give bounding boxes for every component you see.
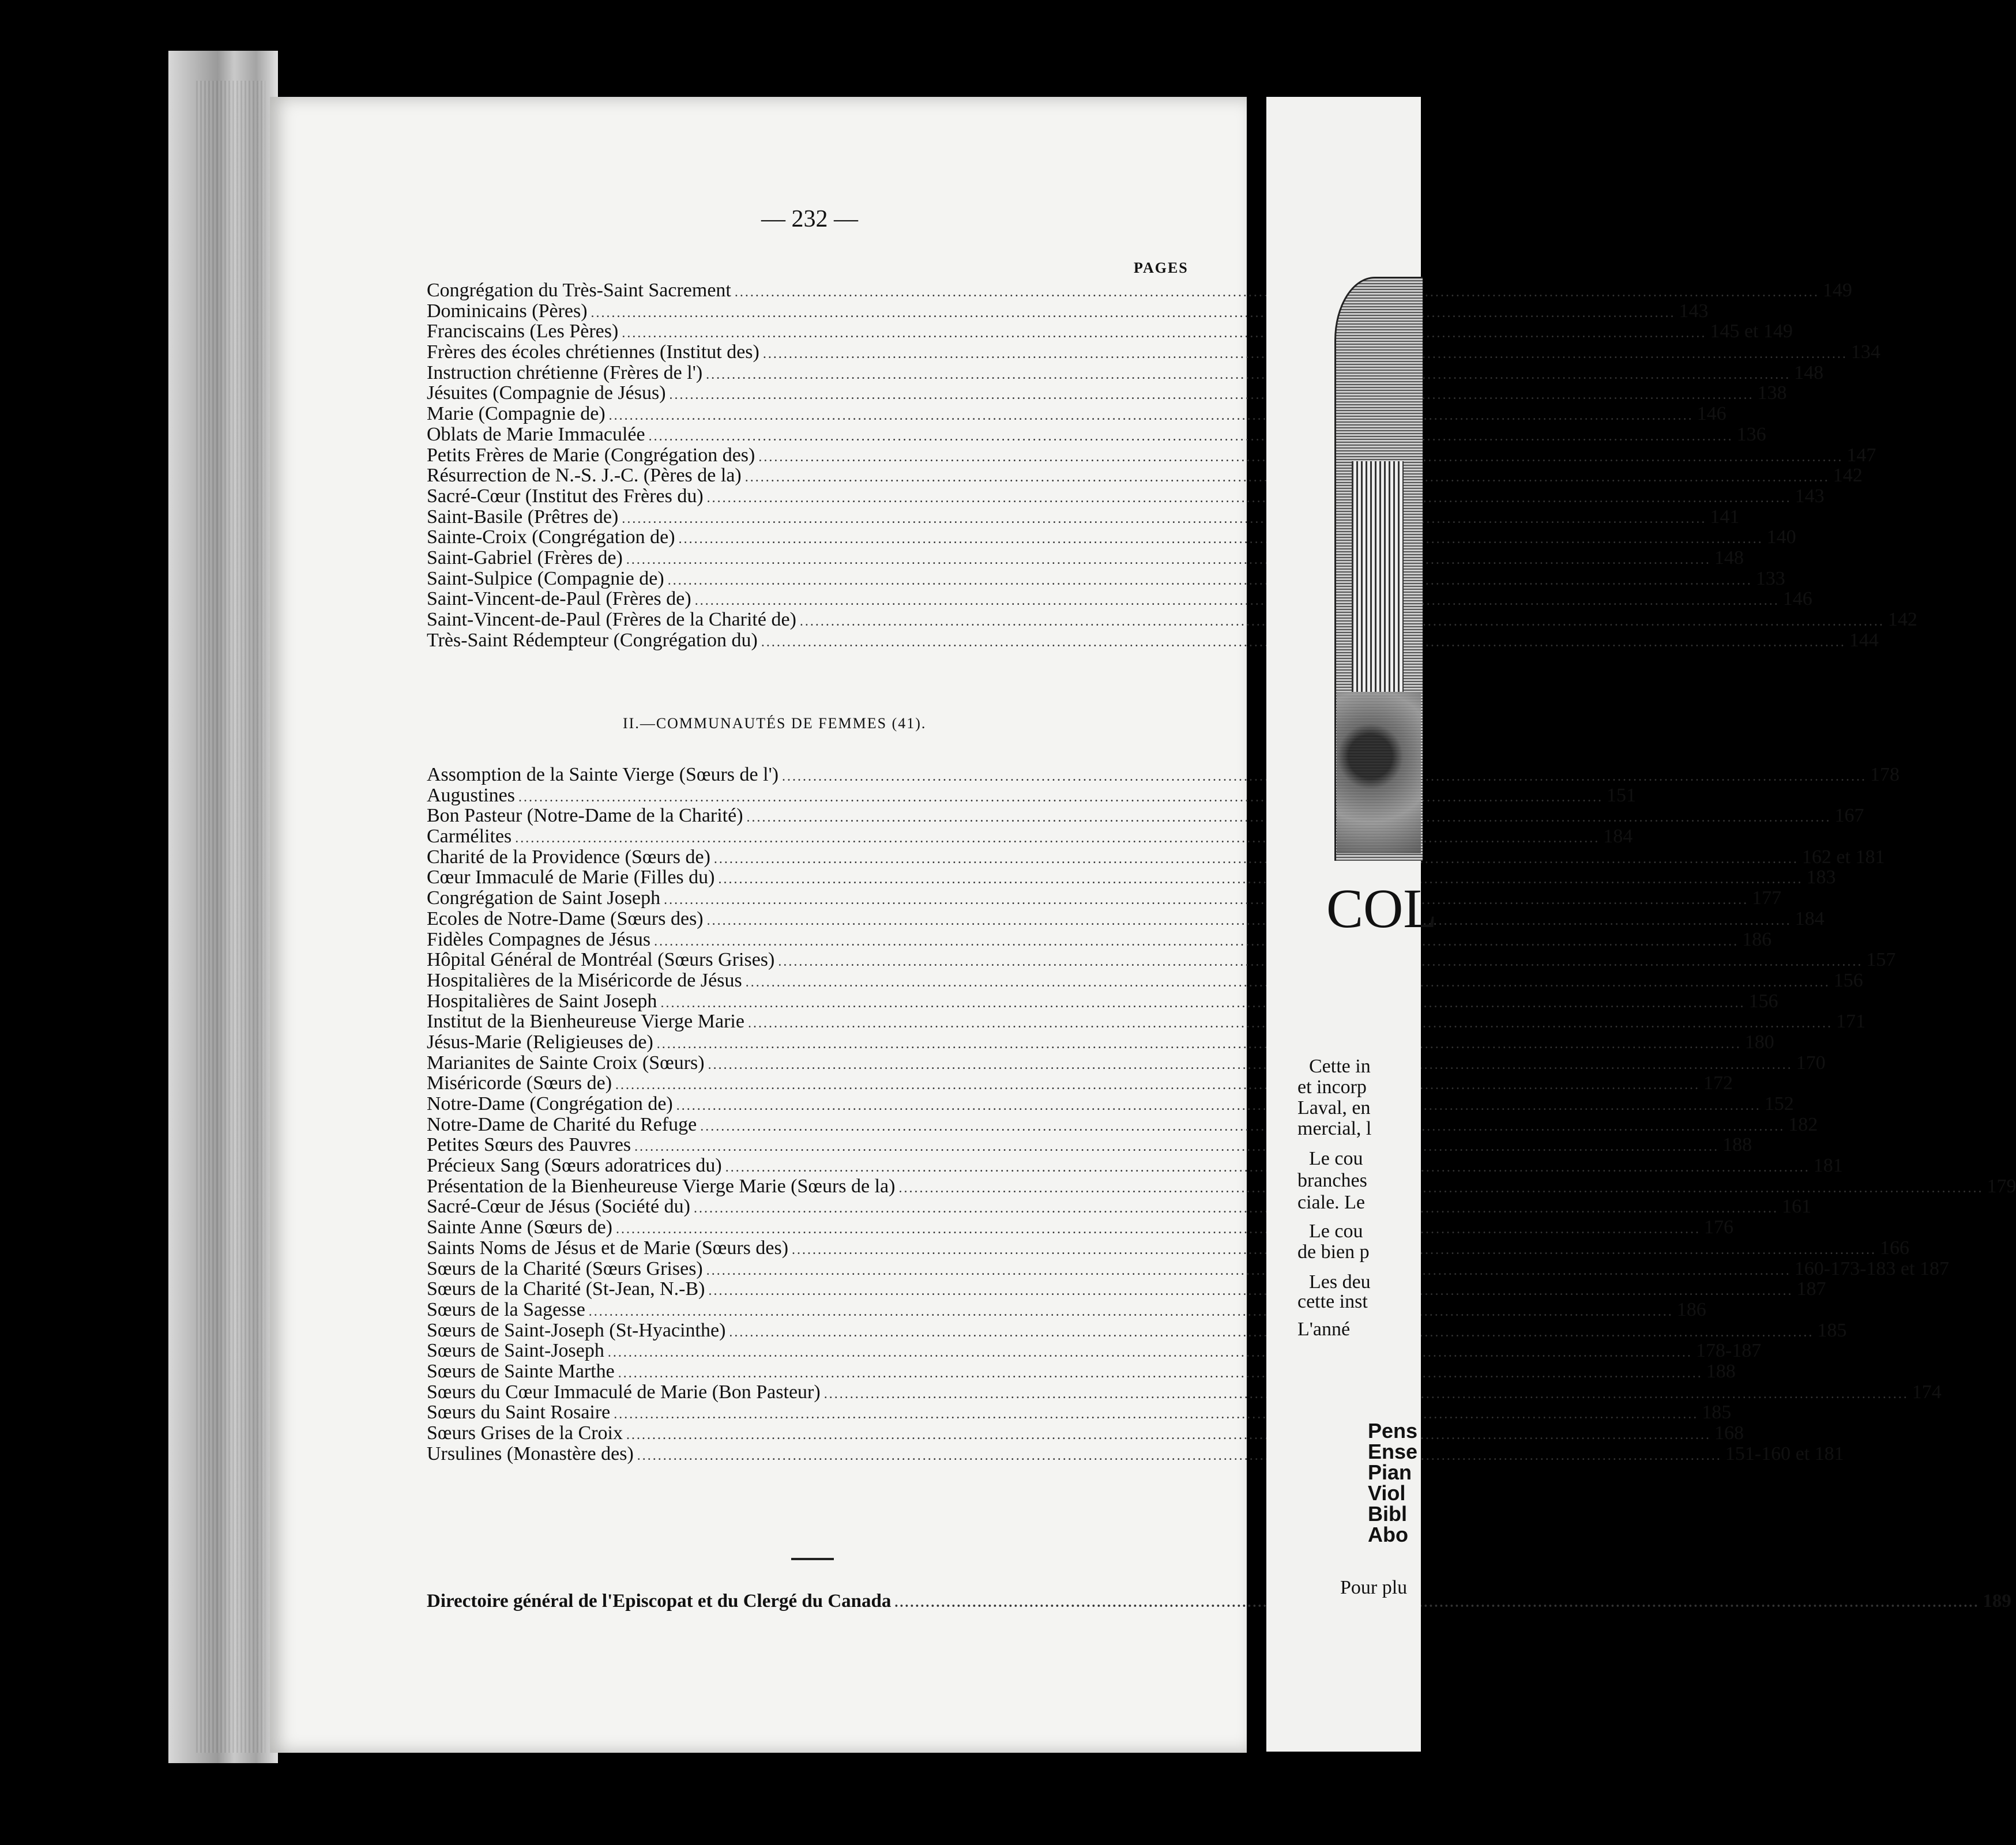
toc-row — [427, 280, 1852, 301]
toc-page: 186 — [1676, 1298, 1706, 1320]
toc-label: Fidèles Compagnes de Jésus — [427, 928, 651, 950]
right-text-fragment: Le cou — [1309, 1221, 1363, 1242]
toc-page: 186 — [1742, 928, 1772, 950]
toc-page: 136 — [1736, 423, 1766, 445]
toc-page: 161 — [1781, 1196, 1811, 1218]
toc-label: Oblats de Marie Immaculée — [427, 423, 645, 445]
toc-row — [427, 321, 1793, 342]
toc-row — [427, 506, 1740, 528]
toc-row — [427, 826, 1633, 848]
toc-page: 181 — [1813, 1155, 1843, 1177]
toc-row — [427, 588, 1812, 610]
toc-row — [427, 1257, 1949, 1279]
toc-page: 138 — [1757, 382, 1787, 404]
toc-label: Institut de la Bienheureuse Vierge Marie — [427, 1011, 744, 1033]
toc-label: Bon Pasteur (Notre-Dame de la Charité) — [427, 805, 743, 827]
toc-row — [427, 805, 1864, 827]
leader-dots — [626, 550, 1711, 571]
toc-label: Congrégation du Très-Saint Sacrement — [427, 280, 731, 301]
leader-dots — [898, 1178, 1983, 1199]
toc-label: Miséricorde (Sœurs de) — [427, 1072, 612, 1094]
toc-row — [427, 867, 1836, 888]
right-bold-fragment: Ense — [1368, 1440, 1418, 1463]
toc-row — [427, 567, 1785, 589]
leader-dots — [706, 1261, 1791, 1282]
toc-label: Hospitalières de Saint Joseph — [427, 990, 657, 1012]
leader-dots — [670, 385, 1754, 406]
toc-row — [427, 1134, 1752, 1156]
toc-row — [427, 547, 1744, 568]
toc-row — [427, 908, 1825, 929]
leader-dots — [589, 1302, 1673, 1323]
right-bold-fragment: Viol — [1368, 1481, 1406, 1505]
toc-label: Sœurs du Cœur Immaculé de Marie (Bon Pasteur) — [427, 1381, 821, 1403]
toc-label: Saint-Basile (Prêtres de) — [427, 506, 619, 528]
toc-page: 141 — [1710, 506, 1740, 528]
page-stack-shadow — [196, 81, 265, 1753]
toc-label: Jésuites (Compagnie de Jésus) — [427, 382, 666, 404]
toc-label: Instruction chrétienne (Frères de l') — [427, 362, 703, 383]
toc-page: 140 — [1766, 526, 1796, 548]
toc-label: Sacré-Cœur de Jésus (Société du) — [427, 1196, 690, 1218]
toc-page: 167 — [1834, 805, 1864, 827]
toc-label: Sœurs de Saint-Joseph — [427, 1340, 604, 1362]
right-bold-fragment: Bibl — [1368, 1502, 1407, 1526]
toc-row — [427, 341, 1880, 363]
toc-label: Dominicains (Pères) — [427, 300, 588, 322]
leader-dots — [626, 1425, 1711, 1446]
toc-page: 185 — [1817, 1319, 1847, 1341]
right-text-fragment: Les deu — [1309, 1271, 1371, 1293]
toc-page: 188 — [1722, 1134, 1752, 1156]
toc-page: 144 — [1849, 629, 1879, 651]
toc-label: Marianites de Sainte Croix (Sœurs) — [427, 1052, 705, 1074]
right-text-fragment: branches — [1297, 1170, 1367, 1191]
toc-label: Sœurs du Saint Rosaire — [427, 1402, 611, 1424]
leader-dots — [649, 427, 1733, 447]
toc-page: 156 — [1748, 990, 1778, 1012]
leader-dots — [614, 1405, 1698, 1425]
right-text-fragment: Laval, en — [1297, 1097, 1371, 1119]
page-number: — 232 — — [761, 206, 858, 232]
leader-dots — [709, 1281, 1793, 1302]
toc-page: 166 — [1880, 1237, 1910, 1259]
toc-page: 174 — [1912, 1381, 1942, 1403]
toc-page: 146 — [1782, 588, 1812, 610]
leader-dots — [694, 1199, 1778, 1219]
toc-row — [427, 990, 1778, 1012]
leader-dots — [706, 365, 1791, 386]
toc-label: Présentation de la Bienheureuse Vierge Marie (Sœurs de la) — [427, 1175, 896, 1197]
toc-page: 151-160 et 181 — [1725, 1443, 1844, 1464]
right-text-fragment: L'anné — [1297, 1319, 1351, 1340]
toc-label: Saint-Gabriel (Frères de) — [427, 547, 623, 568]
leader-dots — [679, 529, 1763, 550]
leader-dots — [657, 1034, 1742, 1055]
toc-label: Saints Noms de Jésus et de Marie (Sœurs des) — [427, 1237, 789, 1259]
right-bold-fragment: Pens — [1368, 1419, 1418, 1443]
toc-row — [427, 1402, 1732, 1424]
leader-dots — [695, 591, 1780, 612]
directory-entry — [427, 1591, 2011, 1612]
right-text-fragment: ciale. Le — [1297, 1192, 1366, 1213]
toc-label: Très-Saint Rédempteur (Congrégation du) — [427, 629, 758, 651]
leader-dots — [622, 323, 1706, 344]
leader-dots — [609, 406, 1694, 427]
leader-dots — [700, 1117, 1785, 1138]
leader-dots — [634, 1137, 1719, 1158]
right-text-fragment: et incorp — [1297, 1076, 1367, 1098]
directory-page: 189 — [1983, 1591, 2011, 1611]
leader-dots — [894, 1593, 1979, 1614]
toc-row — [427, 300, 1709, 322]
toc-label: Marie (Compagnie de) — [427, 403, 605, 425]
toc-page: 171 — [1836, 1011, 1865, 1033]
right-text-fragment: Cette in — [1309, 1056, 1371, 1077]
toc-row — [427, 465, 1863, 487]
toc-row — [427, 362, 1824, 383]
toc-page: 178 — [1870, 764, 1900, 785]
toc-label: Sœurs de la Sagesse — [427, 1298, 585, 1320]
men-communities-list — [427, 280, 1917, 651]
toc-row — [427, 382, 1787, 404]
leader-dots — [664, 890, 1748, 911]
right-page-title-fragment: COL — [1326, 878, 1437, 939]
right-footer-fragment: Pour plu — [1340, 1577, 1408, 1598]
toc-page: 133 — [1755, 567, 1785, 589]
toc-page: 148 — [1714, 547, 1744, 568]
toc-page: 162 et 181 — [1801, 846, 1885, 868]
toc-page: 188 — [1706, 1360, 1736, 1382]
toc-page: 168 — [1714, 1422, 1744, 1444]
toc-row — [427, 784, 1636, 806]
toc-page: 179 — [1987, 1175, 2016, 1197]
toc-page: 187 — [1796, 1278, 1826, 1300]
leader-dots — [707, 488, 1792, 509]
toc-label: Jésus-Marie (Religieuses de) — [427, 1031, 653, 1053]
leader-dots — [608, 1343, 1692, 1364]
engraving-trees — [1337, 692, 1421, 853]
right-text-fragment: de bien p — [1297, 1241, 1370, 1263]
leader-dots — [622, 509, 1706, 530]
toc-label: Hôpital Général de Montréal (Sœurs Grises) — [427, 949, 775, 971]
toc-label: Carmélites — [427, 826, 512, 848]
toc-row — [427, 444, 1876, 466]
toc-page: 148 — [1794, 362, 1824, 383]
toc-row — [427, 423, 1766, 445]
toc-label: Sainte Anne (Sœurs de) — [427, 1217, 613, 1238]
toc-row — [427, 846, 1885, 868]
toc-page: 149 — [1822, 280, 1852, 301]
toc-label: Ecoles de Notre-Dame (Sœurs des) — [427, 908, 704, 929]
toc-label: Frères des écoles chrétiennes (Institut des) — [427, 341, 759, 363]
toc-row — [427, 526, 1796, 548]
leader-dots — [654, 932, 1739, 952]
toc-row — [427, 629, 1879, 651]
toc-label: Franciscains (Les Pères) — [427, 321, 619, 342]
toc-label: Saint-Vincent-de-Paul (Frères de) — [427, 588, 691, 610]
toc-label: Hospitalières de la Miséricorde de Jésus — [427, 969, 742, 991]
leader-dots — [637, 1446, 1722, 1467]
leader-dots — [714, 849, 1799, 870]
toc-label: Cœur Immaculé de Marie (Filles du) — [427, 867, 715, 888]
toc-page: 142 — [1833, 465, 1863, 487]
toc-page: 177 — [1752, 887, 1782, 909]
section-heading-women: II.—COMMUNAUTÉS DE FEMMES (41). — [623, 715, 927, 732]
toc-label: Sœurs de la Charité (St-Jean, N.-B) — [427, 1278, 705, 1300]
toc-label: Précieux Sang (Sœurs adoratrices du) — [427, 1155, 722, 1177]
directory-label: Directoire général de l'Episcopat et du Clergé du Canada — [427, 1591, 892, 1611]
toc-row — [427, 1011, 1865, 1033]
toc-label: Saint-Sulpice (Compagnie de) — [427, 567, 664, 589]
engraving-tower — [1352, 461, 1404, 692]
toc-page: 157 — [1866, 949, 1896, 971]
right-text-fragment: mercial, l — [1297, 1118, 1372, 1139]
leader-dots — [676, 1096, 1761, 1117]
toc-row — [427, 403, 1727, 425]
toc-page: 172 — [1703, 1072, 1733, 1094]
toc-label: Assomption de la Sainte Vierge (Sœurs de l') — [427, 764, 779, 785]
toc-page: 156 — [1833, 969, 1863, 991]
toc-row — [427, 1360, 1736, 1382]
toc-row — [427, 949, 1896, 971]
toc-label: Charité de la Providence (Sœurs de) — [427, 846, 710, 868]
pages-column-label: PAGES — [1134, 259, 1188, 276]
toc-page: 143 — [1795, 485, 1825, 507]
toc-row — [427, 764, 1900, 785]
toc-page: 147 — [1846, 444, 1876, 466]
right-bold-fragment: Abo — [1368, 1523, 1408, 1546]
leader-dots — [615, 1075, 1700, 1096]
leader-dots — [707, 911, 1792, 932]
toc-page: 178-187 — [1695, 1340, 1762, 1362]
toc-label: Sœurs de Sainte Marthe — [427, 1360, 615, 1382]
toc-row — [427, 485, 1825, 507]
toc-label: Résurrection de N.-S. J.-C. (Pères de la) — [427, 465, 742, 487]
toc-label: Ursulines (Monastère des) — [427, 1443, 634, 1464]
toc-label: Sacré-Cœur (Institut des Frères du) — [427, 485, 704, 507]
toc-row — [427, 1031, 1774, 1053]
toc-label: Augustines — [427, 784, 515, 806]
toc-label: Sainte-Croix (Congrégation de) — [427, 526, 675, 548]
toc-page: 143 — [1679, 300, 1709, 322]
toc-page: 176 — [1704, 1217, 1734, 1238]
toc-label: Sœurs Grises de la Croix — [427, 1422, 623, 1444]
leader-dots — [591, 303, 1676, 324]
right-bold-fragment: Pian — [1368, 1460, 1412, 1484]
toc-row — [427, 609, 1917, 630]
toc-page: 185 — [1702, 1402, 1732, 1424]
toc-page: 151 — [1607, 784, 1636, 806]
toc-label: Petits Frères de Marie (Congrégation des) — [427, 444, 755, 466]
toc-page: 134 — [1850, 341, 1880, 363]
toc-page: 146 — [1697, 403, 1727, 425]
toc-label: Sœurs de Saint-Joseph (St-Hyacinthe) — [427, 1319, 726, 1341]
leader-dots — [708, 1055, 1793, 1076]
toc-row — [427, 1381, 1942, 1403]
leader-dots — [718, 869, 1803, 890]
toc-page: 184 — [1795, 908, 1825, 929]
leader-dots — [668, 571, 1752, 592]
toc-label: Notre-Dame (Congrégation de) — [427, 1093, 673, 1114]
toc-page: 142 — [1887, 609, 1917, 630]
toc-label: Petites Sœurs des Pauvres — [427, 1134, 631, 1156]
toc-row — [427, 887, 1782, 909]
right-text-fragment: Le cou — [1309, 1148, 1363, 1169]
toc-page: 184 — [1603, 826, 1633, 848]
toc-label: Saint-Vincent-de-Paul (Frères de la Charité de) — [427, 609, 796, 630]
right-text-fragment: cette inst — [1297, 1291, 1368, 1312]
toc-label: Sœurs de la Charité (Sœurs Grises) — [427, 1257, 703, 1279]
toc-row — [427, 1340, 1762, 1362]
toc-page: 160-173-183 et 187 — [1794, 1257, 1949, 1279]
toc-label: Congrégation de Saint Joseph — [427, 887, 661, 909]
toc-row — [427, 928, 1772, 950]
toc-page: 182 — [1788, 1113, 1818, 1135]
leader-dots — [660, 993, 1745, 1014]
toc-label: Notre-Dame de Charité du Refuge — [427, 1113, 697, 1135]
toc-page: 180 — [1744, 1031, 1774, 1053]
toc-page: 152 — [1764, 1093, 1794, 1114]
separator-rule — [791, 1558, 834, 1560]
toc-page: 183 — [1806, 867, 1836, 888]
toc-page: 145 et 149 — [1710, 321, 1793, 342]
toc-row — [427, 969, 1863, 991]
toc-page: 170 — [1796, 1052, 1826, 1074]
